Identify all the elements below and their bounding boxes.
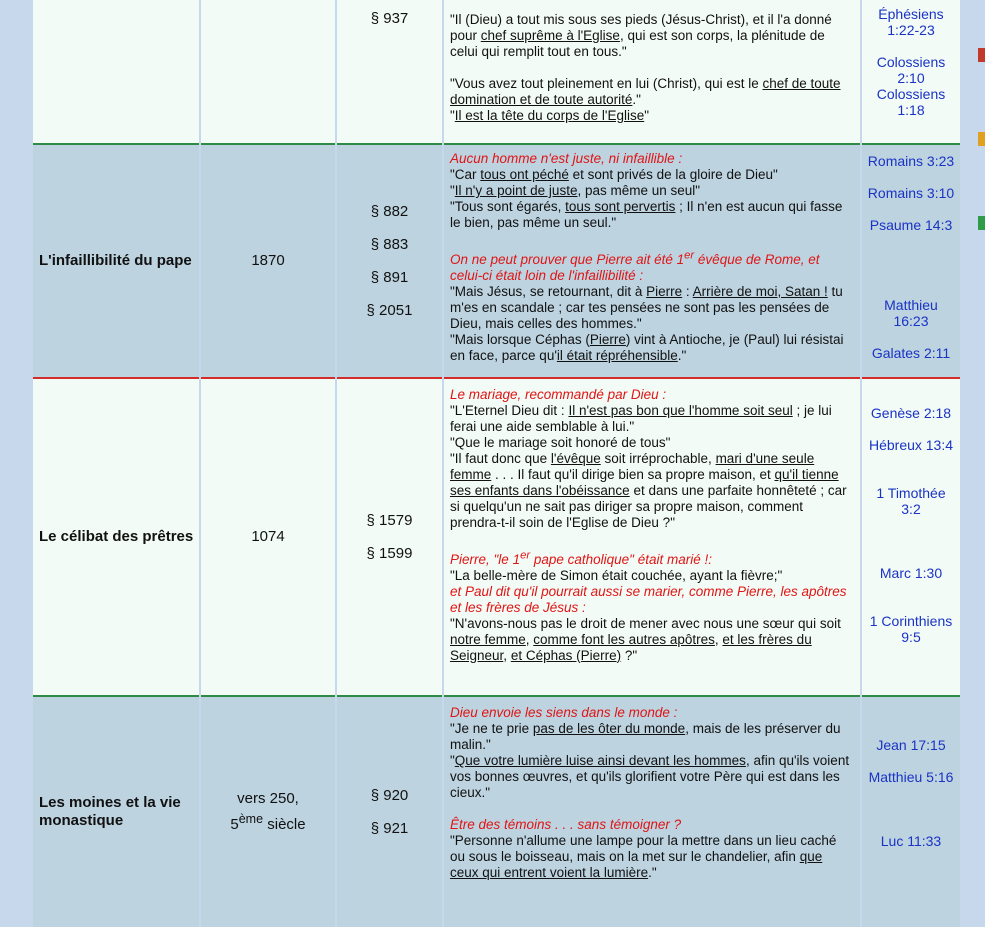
bible-reference-link[interactable]: Romains 3:23 [867,153,955,169]
paragraph-ref: § 1579 [366,512,413,529]
reference-cell [862,695,960,927]
paragraph-ref: § 882 [370,203,409,220]
paragraph-ref: § 883 [370,236,409,253]
bible-reference-link[interactable]: Genèse 2:18 [870,405,952,421]
date-cell: vers 250, 5ème siècle [201,695,335,927]
reference-cell [862,0,960,143]
bible-reference-link[interactable]: Hébreux 13:4 [868,437,954,453]
bible-reference-link[interactable]: Jean 17:15 [876,737,946,753]
reference-cell [862,143,960,377]
scripture-text-cell: "Il (Dieu) a tout mis sous ses pieds (Jésus-Christ), et il l'a donné pour chef suprême à l'Eglise, qui est son corps, la plénitude de celui qui remplit tout en tous." "Vous avez tout pleinement en lui (Christ), qui est le chef de toute domination et de toute autorité." "Il est la tête du corps de l'Eglise" [444,0,860,143]
bible-reference-link[interactable]: Éphésiens 1:22-23 [878,6,944,38]
paragraph-ref: § 891 [370,269,409,286]
paragraph-ref: § 920 [370,787,409,804]
bible-reference-link[interactable]: Galates 2:11 [871,345,951,361]
bible-reference-link[interactable]: Marc 1:30 [879,565,943,581]
scripture-text-cell: Dieu envoie les siens dans le monde : "Je ne te prie pas de les ôter du monde, mais de les préserver du malin." "Que votre lumière luise ainsi devant les hommes, afin qu'ils voient vos bonnes œuvres, et qu'ils glorifient votre Père qui est dans les cieux." Être des témoins . . . sans témoigner ? "Personne n'allume une lampe pour la mettre dans un lieu caché ou sous le boisseau, mais on la met sur le chandelier, afin que ceux qui entrent voient la lumière." [444,695,860,927]
catechism-cell [337,0,442,143]
scripture-text-cell: Aucun homme n'est juste, ni infaillible : "Car tous ont péché et sont privés de la gloire de Dieu" "Il n'y a point de juste, pas même un seul" "Tous sont égarés, tous sont pervertis ; Il n'en est aucun qui fasse le bien, pas même un seul." On ne peut prouver que Pierre ait été 1er évêque de Rome, et celui-ci était loin de l'infaillibilité : "Mais Jésus, se retournant, dit à Pierre : Arrière de moi, Satan ! tu m'es en scandale ; car tes pensées ne sont pas les pensées de Dieu, mais celles des hommes." "Mais lorsque Céphas (Pierre) vint à Antioche, je (Paul) lui résistai en face, parce qu'il était répréhensible." [444,143,860,377]
topic-cell: Le célibat des prêtres [33,377,199,695]
doctrine-table [31,0,962,927]
bible-reference-link[interactable]: 1 Timothée 3:2 [876,485,946,517]
table-row [33,0,960,143]
date-cell [201,0,335,143]
catechism-cell [337,377,442,695]
table-row [33,695,960,927]
side-marker-yellow [978,132,985,146]
bible-reference-link[interactable]: 1 Corinthiens 9:5 [869,613,953,645]
bible-reference-link[interactable]: Colossiens 2:10 [876,54,946,86]
side-marker-red [978,48,985,62]
catechism-cell [337,143,442,377]
topic-cell [33,0,199,143]
bible-reference-link[interactable]: Matthieu 5:16 [868,769,954,785]
scripture-text-cell: Le mariage, recommandé par Dieu : "L'Eternel Dieu dit : Il n'est pas bon que l'homme soit seul ; je lui ferai une aide semblable à lui." "Que le mariage soit honoré de tous" "Il faut donc que l'évêque soit irréprochable, mari d'une seule femme . . . Il faut qu'il dirige bien sa propre maison, et qu'il tienne ses enfants dans l'obéissance et dans une parfaite honnêteté ; car si quelqu'un ne sait pas diriger sa propre maison, comment prendra-t-il soin de l'Eglise de Dieu ?" Pierre, "le 1er pape catholique" était marié !: "La belle-mère de Simon était couchée, ayant la fièvre;" et Paul dit qu'il pourrait aussi se marier, comme Pierre, les apôtres et les frères de Jésus : "N'avons-nous pas le droit de mener avec nous une sœur qui soit notre femme, comme font les autres apôtres, et les frères du Seigneur, et Céphas (Pierre) ?" [444,377,860,695]
date-cell: 1870 [201,143,335,377]
bible-reference-link[interactable]: Romains 3:10 [867,185,955,201]
side-marker-green [978,216,985,230]
topic-cell: L'infaillibilité du pape [33,143,199,377]
table-row [33,377,960,695]
table-row [33,143,960,377]
bible-reference-link[interactable]: Psaume 14:3 [869,217,953,233]
paragraph-ref: § 921 [370,820,409,837]
paragraph-ref: § 937 [370,10,409,27]
bible-reference-link[interactable]: Luc 11:33 [880,833,942,849]
paragraph-ref: § 2051 [366,302,413,319]
topic-cell: Les moines et la vie monastique [33,695,199,927]
bible-reference-link[interactable]: Colossiens 1:18 [876,86,946,118]
date-cell: 1074 [201,377,335,695]
reference-cell [862,377,960,695]
paragraph-ref: § 1599 [366,545,413,562]
catechism-cell [337,695,442,927]
bible-reference-link[interactable]: Matthieu 16:23 [884,297,938,329]
